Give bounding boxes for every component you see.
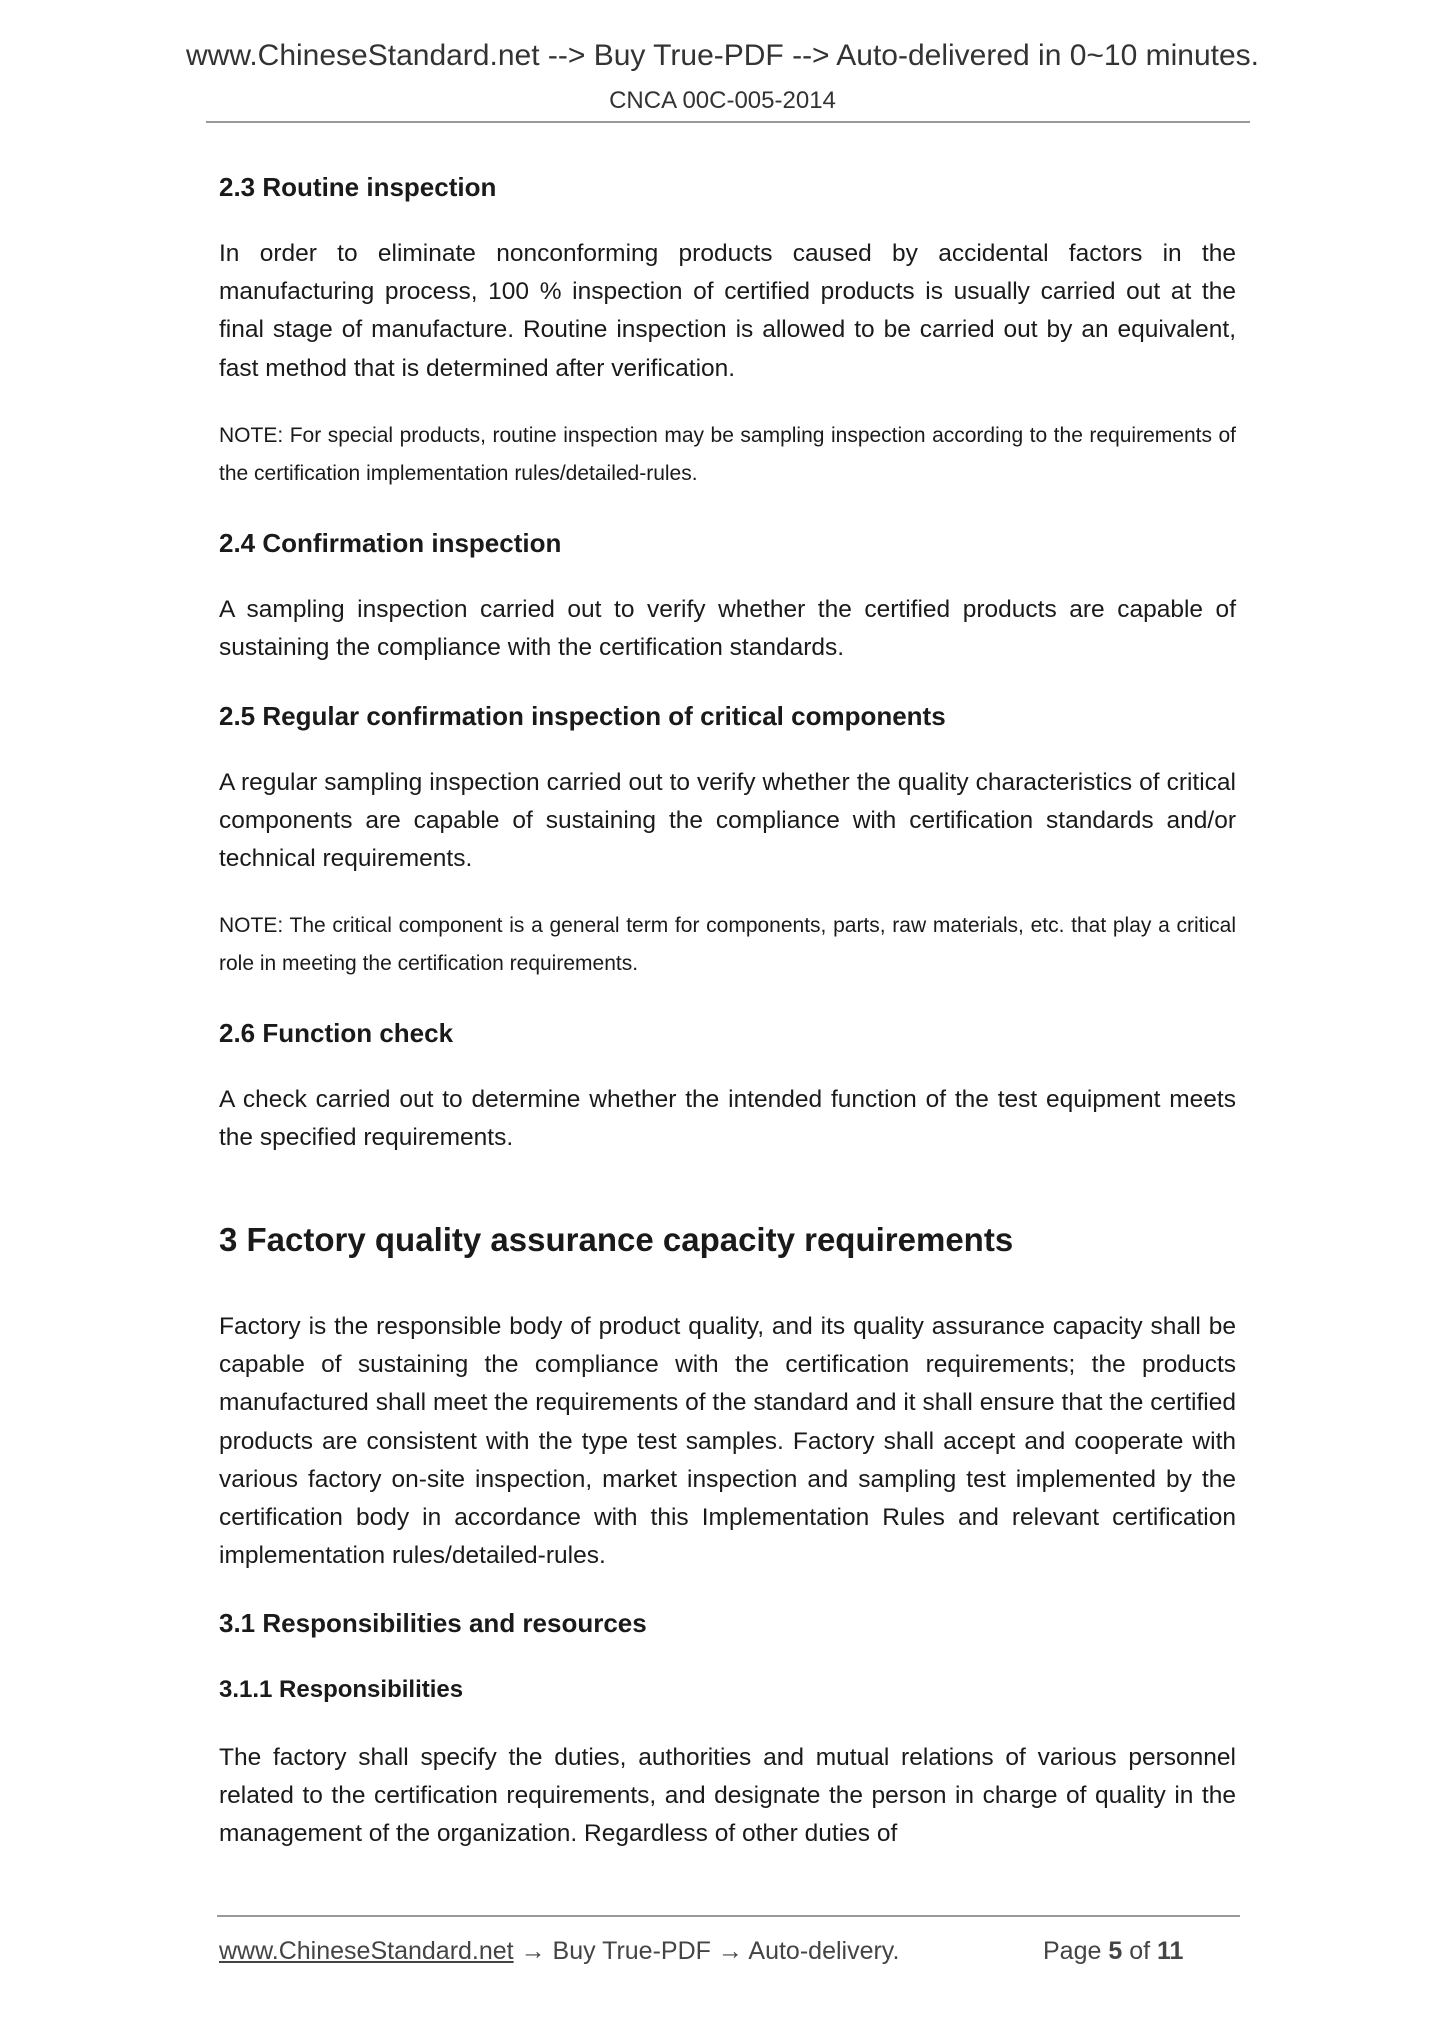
of-label: of [1129, 1937, 1151, 1965]
footer-left [219, 1937, 899, 1966]
page-total: 11 [1157, 1937, 1184, 1965]
paragraph-3-1-1: The factory shall specify the duties, authorities and mutual relations of various personnel related to the certification requirements, and designate the person in charge of quality in the management of the organization. Regardless of other duties of [219, 1744, 1236, 1848]
heading-2-6: 2.6 Function check [219, 1018, 454, 1048]
page-indicator [1043, 1937, 1183, 1966]
paragraph-2-6: A check carried out to determine whether the intended function of the test equipment meets the specified requirements. [219, 1086, 1236, 1152]
note-2-3: NOTE: For special products, routine inspection may be sampling inspection according to the requirements of the certification implementation rules/detailed-rules. [219, 424, 1236, 485]
header-divider [206, 121, 1250, 123]
footer-divider [217, 1915, 1240, 1917]
document-code: CNCA 00C-005-2014 [609, 87, 836, 114]
heading-3: 3 Factory quality assurance capacity requirements [219, 1221, 1014, 1258]
paragraph-3: Factory is the responsible body of product quality, and its quality assurance capacity shall be capable of sustaining the compliance with the certification requirements; the products manufactured shall meet the requirements of the standard and it shall ensure that the certified products are consistent with the type test samples. Factory shall accept and cooperate with various factory on-site inspection, market inspection and sampling test implemented by the certification body in accordance with this Implementation Rules and relevant certification implementation rules/detailed-rules. [219, 1313, 1236, 1570]
paragraph-2-5: A regular sampling inspection carried out to verify whether the quality characteristics of critical components are capable of sustaining the compliance with certification standards and/or technical requirements. [219, 769, 1236, 873]
heading-2-3: 2.3 Routine inspection [219, 172, 497, 202]
header-banner: www.ChineseStandard.net --> Buy True-PDF --> Auto-delivered in 0~10 minutes. [185, 39, 1260, 72]
page-label: Page [1043, 1937, 1102, 1965]
heading-3-1: 3.1 Responsibilities and resources [219, 1608, 647, 1638]
heading-2-4: 2.4 Confirmation inspection [219, 528, 562, 558]
footer-tagline: → Buy True-PDF → Auto-delivery. [520, 1937, 900, 1965]
heading-3-1-1: 3.1.1 Responsibilities [219, 1676, 464, 1703]
page-number: 5 [1108, 1937, 1123, 1965]
heading-2-5: 2.5 Regular confirmation inspection of critical components [219, 701, 946, 731]
footer-link[interactable]: www.ChineseStandard.net [219, 1937, 514, 1965]
paragraph-2-4: A sampling inspection carried out to verify whether the certified products are capable of sustaining the compliance with the certification standards. [219, 596, 1236, 662]
paragraph-2-3: In order to eliminate nonconforming products caused by accidental factors in the manufacturing process, 100 % inspection of certified products is usually carried out at the final stage of manufacture. Routine inspection is allowed to be carried out by an equivalent, fast method that is determined after verification. [219, 240, 1236, 382]
note-2-5: NOTE: The critical component is a general term for components, parts, raw materials, etc. that play a critical role in meeting the certification requirements. [219, 914, 1236, 975]
